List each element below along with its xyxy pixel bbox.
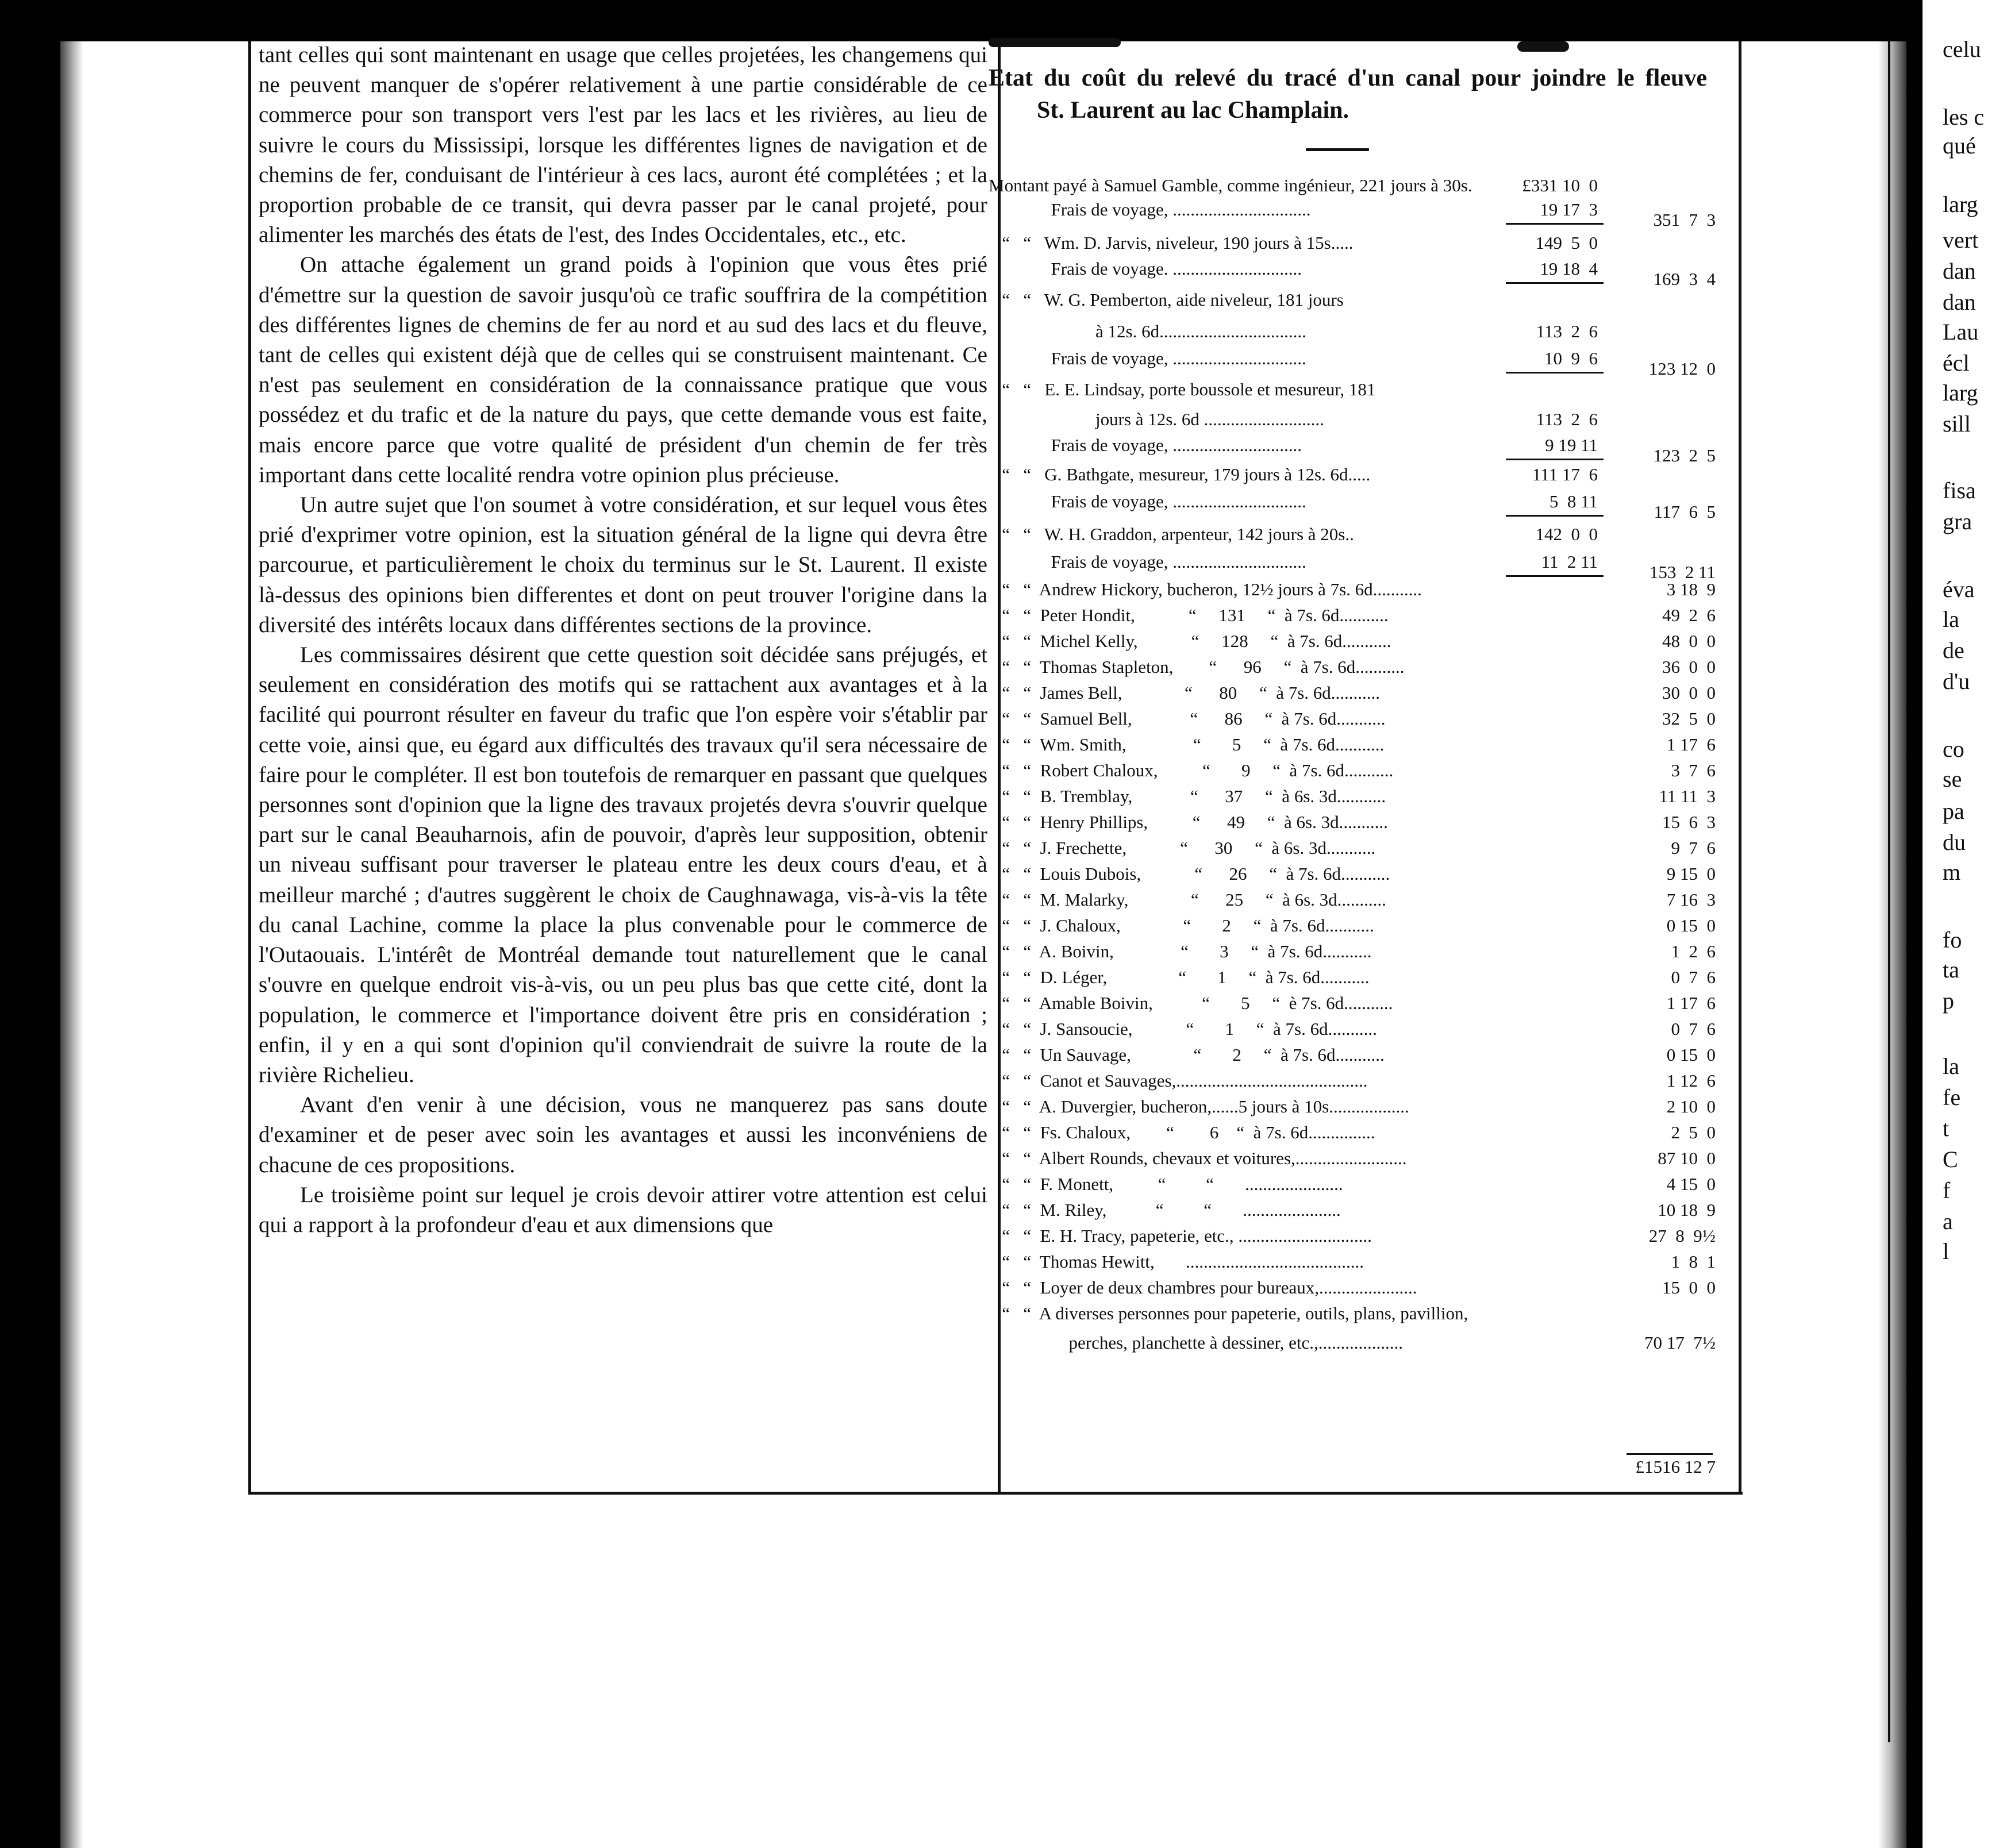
row-subtotal: 7 16 3 [1666, 890, 1716, 910]
row-description: “ “ W. G. Pemberton, aide niveleur, 181 jours [989, 290, 1344, 310]
row-amount: 9 19 11 [1545, 435, 1598, 455]
row-description: “ “ James Bell, “ 80 “ à 7s. 6d........... [989, 683, 1381, 703]
title-underline [1306, 148, 1369, 151]
row-subtotal: 1 2 6 [1671, 941, 1716, 961]
far-right-rule [1888, 41, 1890, 1742]
row-description: Frais de voyage, .............................. [989, 552, 1306, 572]
edge-fragment: sill [1943, 411, 1971, 437]
row-description: “ “ Henry Phillips, “ 49 “ à 6s. 3d........... [989, 812, 1388, 832]
row-description: “ “ Amable Boivin, “ 5 “ è 7s. 6d........... [989, 993, 1393, 1013]
row-description: “ “ F. Monett, “ “ ...................... [989, 1174, 1343, 1194]
row-subtotal: 9 7 6 [1671, 838, 1716, 858]
edge-fragment: m [1943, 859, 1961, 885]
row-subtotal: 1 8 1 [1671, 1252, 1716, 1272]
row-description: “ “ Peter Hondit, “ 131 “ à 7s. 6d........... [989, 605, 1389, 625]
subtotal-rule [1506, 223, 1604, 225]
row-subtotal: 2 5 0 [1671, 1122, 1716, 1142]
edge-fragment: co [1943, 736, 1964, 762]
row-subtotal: 11 11 3 [1659, 786, 1716, 806]
row-description: “ “ Albert Rounds, chevaux et voitures,......................... [989, 1148, 1407, 1168]
edge-fragment: de [1943, 637, 1964, 663]
left-column-border-left [248, 41, 251, 1494]
row-description: “ “ Thomas Hewitt, ........................................ [989, 1252, 1364, 1272]
row-subtotal: 27 8 9½ [1648, 1226, 1716, 1246]
row-subtotal: 0 15 0 [1666, 1045, 1716, 1065]
row-description: “ “ Samuel Bell, “ 86 “ à 7s. 6d........... [989, 709, 1386, 729]
row-description: “ “ Un Sauvage, “ 2 “ à 7s. 6d........... [989, 1045, 1385, 1065]
row-subtotal: 153 2 11 [1649, 562, 1716, 582]
row-amount: 111 17 6 [1532, 464, 1598, 484]
row-description: Frais de voyage, .............................. [989, 491, 1306, 511]
edge-fragment: celu [1943, 36, 1981, 62]
row-subtotal: 2 10 0 [1666, 1096, 1716, 1116]
row-amount: 11 2 11 [1541, 552, 1598, 572]
edge-fragment: fo [1943, 927, 1962, 953]
row-description: “ “ M. Riley, “ “ ...................... [989, 1200, 1341, 1220]
edge-fragment: gra [1943, 509, 1973, 534]
table-row [989, 230, 1725, 256]
row-description: perches, planchette à dessiner, etc.,................... [989, 1333, 1404, 1353]
subtotal-rule [1506, 459, 1604, 460]
row-description: “ “ B. Tremblay, “ 37 “ à 6s. 3d........... [989, 786, 1386, 806]
edge-fragment: la [1943, 606, 1959, 632]
row-description: “ “ J. Chaloux, “ 2 “ à 7s. 6d........... [989, 915, 1374, 935]
table-row [989, 406, 1725, 433]
edge-fragment: ta [1943, 957, 1959, 983]
row-description: “ “ Thomas Stapleton, “ 96 “ à 7s. 6d........... [989, 657, 1405, 677]
row-description: Frais de voyage. ............................. [989, 259, 1302, 279]
row-description: “ “ A diverses personnes pour papeterie, outils, plans, pavillion, [989, 1303, 1468, 1323]
edge-fragment: écl [1943, 350, 1970, 376]
edge-fragment: éva [1943, 576, 1975, 602]
paragraph: tant celles qui sont maintenant en usage que celles projetées, les changemens qui ne peuvent manquer de s'opérer relativement à une partie considérable de ce commerce pour son transport vers l'est par les lacs et les rivières, au lieu de suivre le cours du Mississipi, lorsque les différentes lignes de navigation et de chemins de fer, conduisant de l'intérieur à ces lacs, auront été complétées ; et la proportion probable de ce transit, qui devra passer par le canal projeté, pour alimenter les marchés des états de l'est, des Indes Occidentales, etc., etc. [259, 43, 987, 248]
row-description: “ “ A. Boivin, “ 3 “ à 7s. 6d........... [989, 941, 1372, 961]
edge-fragment: vert [1943, 227, 1979, 253]
row-description: “ “ J. Frechette, “ 30 “ à 6s. 3d........... [989, 838, 1376, 858]
row-subtotal: 48 0 0 [1662, 631, 1716, 651]
table-title-line2: St. Laurent au lac Champlain. [1037, 97, 1349, 124]
edge-fragment: p [1943, 988, 1954, 1014]
row-description: “ “ Michel Kelly, “ 128 “ à 7s. 6d........... [989, 631, 1391, 651]
row-subtotal: 15 0 0 [1662, 1277, 1716, 1298]
grand-total: £1516 12 7 [1635, 1457, 1716, 1477]
paragraph: On attache également un grand poids à l'opinion que vous êtes prié d'émettre sur la question de savoir jusqu'où ce trafic souffrira de la compétition des différentes lignes de chemins de fer au nord et au sud des lacs et du fleuve, tant de celles qui existent déjà que de celles qui se construisent maintenant. Ce n'est pas seulement en considération de la connaissance pratique que vous possédez et du trafic et de la nature du pays, que cette demande vous est faite, mais encore parce que votre qualité de président d'un chemin de fer très important dans cette localité rendra votre opinion plus précieuse. [259, 252, 987, 487]
row-subtotal: 0 7 6 [1671, 1019, 1716, 1039]
row-amount: 19 18 4 [1540, 259, 1598, 279]
top-ink-mark-right [1517, 41, 1569, 52]
bottom-border [248, 1492, 1743, 1495]
table-row [989, 376, 1725, 403]
row-description: “ “ Canot et Sauvages,........................................... [989, 1071, 1368, 1091]
row-subtotal: 123 12 0 [1648, 359, 1716, 379]
paragraph: Un autre sujet que l'on soumet à votre considération, et sur lequel vous êtes prié d'exprimer votre opinion, est la situation général de la ligne qui devra être parcourue, et particulièrement le choix du terminus sur le St. Laurent. Il existe là-dessus des opinions bien differentes et dont on peut trouver l'origine dans la diversité des intérêts locaux dans différentes sections de la province. [259, 492, 987, 637]
edge-fragment: larg [1943, 191, 1978, 217]
row-subtotal: 30 0 0 [1662, 683, 1716, 703]
row-amount: 10 9 6 [1544, 348, 1598, 368]
row-description: “ “ Robert Chaloux, “ 9 “ à 7s. 6d........... [989, 760, 1394, 780]
row-description: “ “ Loyer de deux chambres pour bureaux,...................... [989, 1277, 1417, 1298]
table-title [989, 62, 1707, 126]
row-description: Frais de voyage, ............................. [989, 435, 1302, 455]
paragraph: Avant d'en venir à une décision, vous ne manquerez pas sans doute d'examiner et de peser avec soin les avantages et aussi les inconvéniens de chacune de ces propositions. [259, 1092, 987, 1177]
right-shadow [1878, 41, 1906, 1848]
row-subtotal: 32 5 0 [1662, 709, 1716, 729]
edge-fragment: d'u [1943, 668, 1970, 694]
row-subtotal: 3 7 6 [1671, 760, 1716, 780]
edge-fragment: se [1943, 766, 1962, 792]
row-subtotal: 15 6 3 [1662, 812, 1716, 832]
edge-fragment: t [1943, 1115, 1950, 1141]
row-subtotal: 169 3 4 [1653, 269, 1716, 289]
row-description: Frais de voyage, ............................... [989, 199, 1311, 220]
row-description: “ “ W. H. Graddon, arpenteur, 142 jours à 20s.. [989, 524, 1354, 544]
subtotal-rule [1506, 372, 1604, 374]
subtotal-rule [1506, 282, 1604, 284]
row-subtotal: 36 0 0 [1662, 657, 1716, 677]
edge-fragment: dan [1943, 258, 1976, 284]
table-row [989, 172, 1725, 199]
body-text-column [259, 40, 987, 1240]
row-subtotal: 70 17 7½ [1644, 1333, 1716, 1353]
row-subtotal: 1 17 6 [1666, 734, 1716, 754]
row-amount: 19 17 3 [1540, 199, 1598, 220]
row-subtotal: 1 17 6 [1666, 993, 1716, 1013]
row-amount: 142 0 0 [1535, 524, 1598, 544]
edge-fragment: C [1943, 1146, 1958, 1172]
edge-fragment: fisa [1943, 478, 1976, 503]
row-description: “ “ Wm. D. Jarvis, niveleur, 190 jours à 15s..... [989, 233, 1354, 253]
edge-fragment: les c [1943, 104, 1985, 130]
row-description: “ “ Louis Dubois, “ 26 “ à 7s. 6d........... [989, 864, 1390, 884]
row-subtotal: 9 15 0 [1666, 864, 1716, 884]
subtotal-rule [1506, 515, 1604, 517]
row-subtotal: 4 15 0 [1666, 1174, 1716, 1194]
edge-fragment: pa [1943, 798, 1964, 824]
edge-fragment: a [1943, 1208, 1953, 1234]
paragraph: Le troisième point sur lequel je crois devoir attirer votre attention est celui qui a rapport à la profondeur d'eau et aux dimensions que [259, 1182, 987, 1237]
row-amount: 5 8 11 [1549, 491, 1598, 511]
table-title-line1: Etat du coût du relevé du tracé d'un canal pour joindre le fleuve [989, 65, 1707, 91]
paragraph: Les commissaires désirent que cette question soit décidée sans préjugés, et seulement en considération des motifs qui se rattachent aux avantages et à la facilité qui pourront résulter en faveur du trafic que l'on espère voir s'établir par cette voie, ainsi que, eu égard aux difficultés des travaux qu'il sera nécessaire de faire pour le compléter. Il est bon toutefois de remarquer en passant que quelques personnes sont d'opinion que la ligne des travaux projetés devra s'ouvrir quelque part sur le canal Beauharnois, afin de pouvoir, d'après leur supposition, obtenir un niveau suffisant pour traverser le plateau entre les deux cours d'eau, et à meilleur marché ; d'autres suggèrent le choix de Caughnawaga, vis-à-vis la tête du canal Lachine, comme la place la plus convenable pour le commerce de l'Outaouais. L'intérêt de Montréal demande tout naturellement que le canal s'ouvre en quelque endroit vis-à-vis, ou un peu plus bas que cette cité, dont la population, le commerce et l'importance doivent être pris en considération ; enfin, il y en a qui sont d'opinion qu'il conviendrait de suivre la route de la rivière Richelieu. [259, 642, 987, 1087]
edge-fragment: f [1943, 1177, 1951, 1203]
row-amount: 113 2 6 [1536, 409, 1598, 429]
table-row [989, 318, 1725, 345]
row-description: “ “ A. Duvergier, bucheron,......5 jours à 10s.................. [989, 1096, 1409, 1116]
row-subtotal: 1 12 6 [1666, 1071, 1716, 1091]
row-description: “ “ J. Sansoucie, “ 1 “ à 7s. 6d........... [989, 1019, 1377, 1039]
top-ink-mark [989, 38, 1121, 47]
row-description: “ “ E. H. Tracy, papeterie, etc., .............................. [989, 1226, 1372, 1246]
row-description: à 12s. 6d................................. [989, 321, 1306, 341]
row-subtotal: 0 7 6 [1671, 967, 1716, 987]
row-subtotal: 10 18 9 [1658, 1200, 1716, 1220]
row-description: “ “ D. Léger, “ 1 “ à 7s. 6d........... [989, 967, 1370, 987]
table-row [989, 1300, 1725, 1327]
edge-fragment: fe [1943, 1084, 1961, 1110]
row-description: Frais de voyage, .............................. [989, 348, 1306, 368]
left-shadow [60, 41, 83, 1848]
right-column-border [1739, 41, 1741, 1494]
edge-fragment: qué [1943, 133, 1976, 159]
table-row [989, 521, 1725, 548]
row-subtotal: 123 2 5 [1653, 445, 1716, 465]
edge-fragment: dan [1943, 289, 1976, 315]
row-subtotal: 3 18 9 [1666, 579, 1716, 599]
table-row [989, 461, 1725, 488]
row-amount: 149 5 0 [1535, 233, 1598, 253]
row-subtotal: 117 6 5 [1654, 502, 1716, 522]
row-description: “ “ Wm. Smith, “ 5 “ à 7s. 6d........... [989, 734, 1385, 754]
row-description: “ “ E. E. Lindsay, porte boussole et mesureur, 181 [989, 379, 1376, 399]
row-description: jours à 12s. 6d ........................... [989, 409, 1324, 429]
row-amount: £331 10 0 [1522, 175, 1598, 195]
row-description: “ “ Fs. Chaloux, “ 6 “ à 7s. 6d............... [989, 1122, 1375, 1142]
edge-fragment: du [1943, 829, 1966, 855]
row-subtotal: 87 10 0 [1658, 1148, 1716, 1168]
table-row [989, 287, 1725, 313]
row-description: “ “ G. Bathgate, mesureur, 179 jours à 12s. 6d..... [989, 464, 1371, 484]
row-subtotal: 49 2 6 [1662, 605, 1716, 625]
row-amount: 113 2 6 [1536, 321, 1598, 341]
edge-fragment: Lau [1943, 319, 1979, 345]
row-description: Montant payé à Samuel Gamble, comme ingénieur, 221 jours à 30s. [989, 175, 1472, 195]
row-description: “ “ Andrew Hickory, bucheron, 12½ jours à 7s. 6d........... [989, 579, 1422, 599]
edge-fragment: la [1943, 1053, 1959, 1079]
row-subtotal: 351 7 3 [1653, 210, 1716, 230]
row-description: “ “ M. Malarky, “ 25 “ à 6s. 3d........... [989, 890, 1386, 910]
row-subtotal: 0 15 0 [1666, 915, 1716, 935]
edge-fragment: larg [1943, 380, 1978, 406]
edge-fragment: l [1943, 1238, 1950, 1264]
